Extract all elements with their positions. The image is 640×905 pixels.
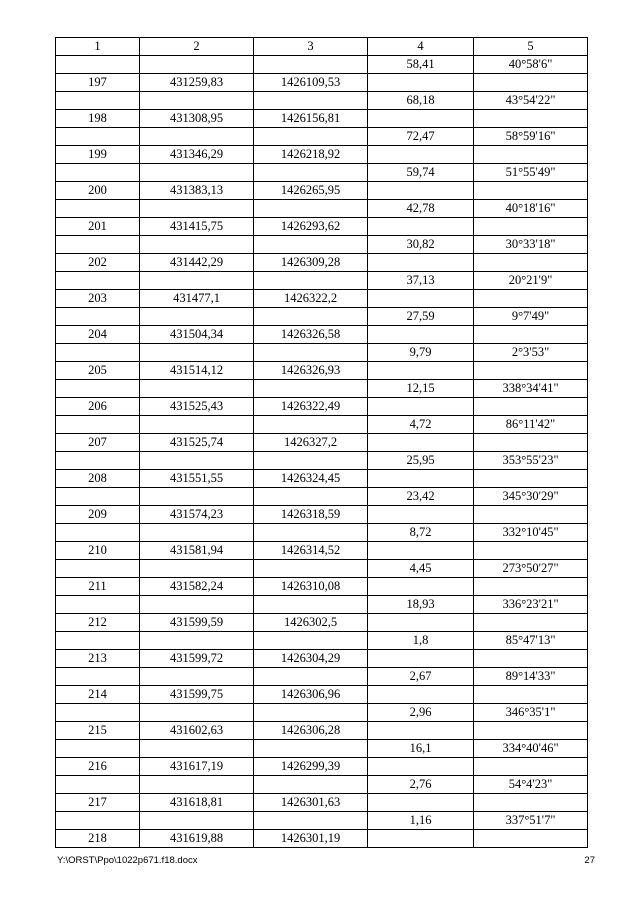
table-cell-col-4: 2,67 — [368, 668, 474, 686]
table-cell-col-3: 1426322,2 — [254, 290, 368, 308]
table-cell-col-5 — [474, 650, 588, 668]
table-cell-col-2: 431525,43 — [140, 398, 254, 416]
table-cell-col-2 — [140, 524, 254, 542]
table-cell-col-2: 431602,63 — [140, 722, 254, 740]
table-cell-col-1: 213 — [56, 650, 140, 668]
table-cell-col-5 — [474, 110, 588, 128]
table-row — [56, 776, 588, 794]
table-cell-col-1: 212 — [56, 614, 140, 632]
table-row — [56, 92, 588, 110]
table-cell-col-2 — [140, 632, 254, 650]
table-cell-col-2 — [140, 56, 254, 74]
table-cell-col-2: 431551,55 — [140, 470, 254, 488]
table-cell-col-4 — [368, 218, 474, 236]
table-cell-col-2 — [140, 596, 254, 614]
table-cell-col-3: 1426326,93 — [254, 362, 368, 380]
table-row — [56, 308, 588, 326]
coordinates-table — [55, 37, 588, 848]
table-cell-col-3: 1426306,28 — [254, 722, 368, 740]
table-row — [56, 668, 588, 686]
table-cell-col-3: 1426299,39 — [254, 758, 368, 776]
table-cell-col-1: 209 — [56, 506, 140, 524]
table-row — [56, 326, 588, 344]
table-cell-col-3: 1426109,53 — [254, 74, 368, 92]
table-row — [56, 758, 588, 776]
table-cell-col-1: 210 — [56, 542, 140, 560]
table-cell-col-5: 85°47'13" — [474, 632, 588, 650]
table-row — [56, 182, 588, 200]
table-row — [56, 740, 588, 758]
table-cell-col-5: 9°7'49" — [474, 308, 588, 326]
table-cell-col-1: 204 — [56, 326, 140, 344]
table-cell-col-1: 215 — [56, 722, 140, 740]
table-cell-col-3: 1426318,59 — [254, 506, 368, 524]
table-cell-col-5: 40°18'16" — [474, 200, 588, 218]
table-cell-col-1 — [56, 632, 140, 650]
table-row — [56, 812, 588, 830]
table-cell-col-4: 2,96 — [368, 704, 474, 722]
table-cell-col-1: 201 — [56, 218, 140, 236]
table-cell-col-4: 1,8 — [368, 632, 474, 650]
table-cell-col-3 — [254, 632, 368, 650]
table-cell-col-4: 23,42 — [368, 488, 474, 506]
table-cell-col-5 — [474, 542, 588, 560]
table-row — [56, 506, 588, 524]
table-cell-col-4: 12,15 — [368, 380, 474, 398]
table-cell-col-1 — [56, 740, 140, 758]
table-cell-col-1 — [56, 344, 140, 362]
table-cell-col-3 — [254, 740, 368, 758]
table-cell-col-5 — [474, 686, 588, 704]
table-cell-col-4 — [368, 794, 474, 812]
table-cell-col-1: 211 — [56, 578, 140, 596]
table-cell-col-5: 346°35'1" — [474, 704, 588, 722]
table-cell-col-3 — [254, 200, 368, 218]
table-cell-col-2 — [140, 380, 254, 398]
table-cell-col-1 — [56, 272, 140, 290]
table-row — [56, 578, 588, 596]
table-cell-col-3 — [254, 308, 368, 326]
table-cell-col-5 — [474, 254, 588, 272]
table-cell-col-5: 54°4'23" — [474, 776, 588, 794]
table-cell-col-4 — [368, 506, 474, 524]
table-cell-col-4: 68,18 — [368, 92, 474, 110]
column-header-5: 5 — [474, 38, 588, 56]
table-cell-col-3 — [254, 272, 368, 290]
table-cell-col-5: 338°34'41" — [474, 380, 588, 398]
table-cell-col-3 — [254, 668, 368, 686]
table-cell-col-5: 20°21'9" — [474, 272, 588, 290]
table-cell-col-4: 27,59 — [368, 308, 474, 326]
table-cell-col-4 — [368, 830, 474, 848]
table-cell-col-1: 206 — [56, 398, 140, 416]
table-cell-col-3 — [254, 776, 368, 794]
table-cell-col-4: 1,16 — [368, 812, 474, 830]
table-row — [56, 596, 588, 614]
table-cell-col-3: 1426314,52 — [254, 542, 368, 560]
table-cell-col-2 — [140, 452, 254, 470]
table-cell-col-5 — [474, 182, 588, 200]
table-cell-col-5: 89°14'33" — [474, 668, 588, 686]
table-cell-col-2 — [140, 236, 254, 254]
table-row — [56, 686, 588, 704]
table-cell-col-1 — [56, 488, 140, 506]
table-cell-col-2: 431617,19 — [140, 758, 254, 776]
table-cell-col-3 — [254, 488, 368, 506]
table-row — [56, 290, 588, 308]
table-cell-col-3 — [254, 416, 368, 434]
table-cell-col-5 — [474, 578, 588, 596]
table-cell-col-2 — [140, 560, 254, 578]
table-cell-col-3 — [254, 812, 368, 830]
table-row — [56, 542, 588, 560]
table-cell-col-3 — [254, 92, 368, 110]
table-cell-col-2: 431581,94 — [140, 542, 254, 560]
table-cell-col-1: 202 — [56, 254, 140, 272]
table-cell-col-3 — [254, 344, 368, 362]
table-cell-col-4 — [368, 470, 474, 488]
table-cell-col-1: 214 — [56, 686, 140, 704]
table-row — [56, 218, 588, 236]
table-cell-col-5: 86°11'42" — [474, 416, 588, 434]
table-cell-col-1 — [56, 128, 140, 146]
table-cell-col-1 — [56, 668, 140, 686]
table-row — [56, 632, 588, 650]
table-cell-col-5: 30°33'18" — [474, 236, 588, 254]
table-cell-col-2 — [140, 416, 254, 434]
table-cell-col-5: 337°51'7" — [474, 812, 588, 830]
table-cell-col-3 — [254, 56, 368, 74]
table-cell-col-5: 51°55'49" — [474, 164, 588, 182]
table-cell-col-3 — [254, 128, 368, 146]
table-cell-col-5 — [474, 434, 588, 452]
table-cell-col-2 — [140, 164, 254, 182]
table-cell-col-1 — [56, 56, 140, 74]
table-cell-col-1: 200 — [56, 182, 140, 200]
table-cell-col-5 — [474, 362, 588, 380]
table-cell-col-3: 1426156,81 — [254, 110, 368, 128]
table-row — [56, 236, 588, 254]
table-cell-col-2 — [140, 488, 254, 506]
table-cell-col-2: 431383,13 — [140, 182, 254, 200]
table-row — [56, 704, 588, 722]
table-cell-col-1 — [56, 380, 140, 398]
table-row — [56, 146, 588, 164]
table-cell-col-5 — [474, 506, 588, 524]
footer-page-number: 27 — [584, 855, 595, 866]
table-cell-col-5: 43°54'22" — [474, 92, 588, 110]
table-header-row — [56, 38, 588, 56]
table-cell-col-4: 59,74 — [368, 164, 474, 182]
table-cell-col-4 — [368, 110, 474, 128]
table-body — [56, 56, 588, 848]
table-cell-col-4 — [368, 542, 474, 560]
table-cell-col-2 — [140, 740, 254, 758]
table-cell-col-3: 1426265,95 — [254, 182, 368, 200]
table-cell-col-5 — [474, 722, 588, 740]
table-cell-col-1 — [56, 704, 140, 722]
table-cell-col-5: 334°40'46" — [474, 740, 588, 758]
table-cell-col-1: 216 — [56, 758, 140, 776]
table-cell-col-3 — [254, 164, 368, 182]
table-cell-col-4 — [368, 290, 474, 308]
table-cell-col-1: 203 — [56, 290, 140, 308]
table-cell-col-4: 4,72 — [368, 416, 474, 434]
table-cell-col-2: 431574,23 — [140, 506, 254, 524]
table-cell-col-5 — [474, 794, 588, 812]
table-cell-col-4: 9,79 — [368, 344, 474, 362]
column-header-4: 4 — [368, 38, 474, 56]
table-row — [56, 56, 588, 74]
table-cell-col-2: 431525,74 — [140, 434, 254, 452]
table-cell-col-2: 431442,29 — [140, 254, 254, 272]
table-cell-col-2: 431514,12 — [140, 362, 254, 380]
table-cell-col-4: 58,41 — [368, 56, 474, 74]
table-row — [56, 362, 588, 380]
table-cell-col-3: 1426301,19 — [254, 830, 368, 848]
table-cell-col-3 — [254, 452, 368, 470]
table-cell-col-4 — [368, 614, 474, 632]
table-cell-col-2: 431618,81 — [140, 794, 254, 812]
table-row — [56, 164, 588, 182]
table-cell-col-2 — [140, 128, 254, 146]
table-cell-col-2: 431259,83 — [140, 74, 254, 92]
table-cell-col-3: 1426218,92 — [254, 146, 368, 164]
table-cell-col-3 — [254, 380, 368, 398]
table-row — [56, 110, 588, 128]
table-row — [56, 488, 588, 506]
table-row — [56, 398, 588, 416]
table-row — [56, 380, 588, 398]
table-cell-col-1 — [56, 524, 140, 542]
table-cell-col-5 — [474, 758, 588, 776]
table-cell-col-1: 207 — [56, 434, 140, 452]
column-header-1: 1 — [56, 38, 140, 56]
table-cell-col-4: 37,13 — [368, 272, 474, 290]
table-cell-col-3: 1426310,08 — [254, 578, 368, 596]
table-cell-col-3: 1426327,2 — [254, 434, 368, 452]
table-cell-col-2 — [140, 272, 254, 290]
table-cell-col-2: 431599,72 — [140, 650, 254, 668]
table-cell-col-4: 18,93 — [368, 596, 474, 614]
table-cell-col-1 — [56, 416, 140, 434]
table-cell-col-2 — [140, 668, 254, 686]
table-cell-col-2 — [140, 812, 254, 830]
table-cell-col-1 — [56, 776, 140, 794]
table-cell-col-3 — [254, 704, 368, 722]
table-cell-col-5 — [474, 830, 588, 848]
table-cell-col-3: 1426302,5 — [254, 614, 368, 632]
table-cell-col-1 — [56, 812, 140, 830]
table-cell-col-4 — [368, 434, 474, 452]
table-cell-col-2: 431477,1 — [140, 290, 254, 308]
table-row — [56, 128, 588, 146]
table-cell-col-2: 431619,88 — [140, 830, 254, 848]
table-cell-col-4: 2,76 — [368, 776, 474, 794]
table-row — [56, 830, 588, 848]
table-cell-col-5 — [474, 398, 588, 416]
table-cell-col-3: 1426326,58 — [254, 326, 368, 344]
table-row — [56, 200, 588, 218]
table-cell-col-2: 431346,29 — [140, 146, 254, 164]
table-cell-col-2: 431415,75 — [140, 218, 254, 236]
table-cell-col-1 — [56, 200, 140, 218]
table-cell-col-5: 2°3'53" — [474, 344, 588, 362]
table-cell-col-1: 198 — [56, 110, 140, 128]
table-cell-col-1: 205 — [56, 362, 140, 380]
table-row — [56, 452, 588, 470]
table-cell-col-4 — [368, 74, 474, 92]
table-row — [56, 524, 588, 542]
table-cell-col-2 — [140, 308, 254, 326]
table-cell-col-3: 1426301,63 — [254, 794, 368, 812]
table-cell-col-5 — [474, 218, 588, 236]
table-cell-col-4 — [368, 146, 474, 164]
table-cell-col-2: 431599,75 — [140, 686, 254, 704]
table-cell-col-4: 16,1 — [368, 740, 474, 758]
table-row — [56, 650, 588, 668]
table-cell-col-2: 431504,34 — [140, 326, 254, 344]
table-cell-col-4 — [368, 650, 474, 668]
table-cell-col-4 — [368, 362, 474, 380]
column-header-2: 2 — [140, 38, 254, 56]
table-cell-col-3 — [254, 236, 368, 254]
table-cell-col-5 — [474, 326, 588, 344]
table-cell-col-3: 1426324,45 — [254, 470, 368, 488]
table-row — [56, 614, 588, 632]
table-cell-col-2: 431308,95 — [140, 110, 254, 128]
table-cell-col-1 — [56, 308, 140, 326]
table-cell-col-4: 4,45 — [368, 560, 474, 578]
table-cell-col-5: 336°23'21" — [474, 596, 588, 614]
table-cell-col-1 — [56, 92, 140, 110]
table-row — [56, 470, 588, 488]
table-cell-col-2: 431599,59 — [140, 614, 254, 632]
table-cell-col-4: 30,82 — [368, 236, 474, 254]
table-cell-col-2: 431582,24 — [140, 578, 254, 596]
table-row — [56, 74, 588, 92]
table-cell-col-1: 217 — [56, 794, 140, 812]
table-cell-col-5: 58°59'16" — [474, 128, 588, 146]
table-cell-col-5 — [474, 74, 588, 92]
table-cell-col-3: 1426322,49 — [254, 398, 368, 416]
table-cell-col-5 — [474, 470, 588, 488]
table-cell-col-4: 8,72 — [368, 524, 474, 542]
table-row — [56, 794, 588, 812]
table-cell-col-3 — [254, 524, 368, 542]
table-row — [56, 272, 588, 290]
table-cell-col-5: 353°55'23" — [474, 452, 588, 470]
table-cell-col-5: 40°58'6" — [474, 56, 588, 74]
table-cell-col-4: 25,95 — [368, 452, 474, 470]
table-cell-col-3: 1426304,29 — [254, 650, 368, 668]
table-cell-col-2 — [140, 200, 254, 218]
table-row — [56, 344, 588, 362]
table-cell-col-5: 345°30'29" — [474, 488, 588, 506]
table-row — [56, 434, 588, 452]
table-row — [56, 560, 588, 578]
table-cell-col-5 — [474, 290, 588, 308]
table-cell-col-1 — [56, 596, 140, 614]
table-row — [56, 254, 588, 272]
table-row — [56, 416, 588, 434]
table-cell-col-3 — [254, 560, 368, 578]
table-cell-col-4 — [368, 722, 474, 740]
table-cell-col-4 — [368, 182, 474, 200]
table-cell-col-4 — [368, 578, 474, 596]
table-cell-col-2 — [140, 344, 254, 362]
table-cell-col-3: 1426309,28 — [254, 254, 368, 272]
footer-file-path: Y:\ORST\Ppo\1022p671.f18.docx — [57, 855, 198, 866]
table-cell-col-1: 218 — [56, 830, 140, 848]
table-cell-col-1 — [56, 236, 140, 254]
column-header-3: 3 — [254, 38, 368, 56]
table-cell-col-4 — [368, 398, 474, 416]
table-cell-col-4 — [368, 326, 474, 344]
table-cell-col-1 — [56, 164, 140, 182]
table-cell-col-4: 42,78 — [368, 200, 474, 218]
table-cell-col-4 — [368, 758, 474, 776]
table-cell-col-4 — [368, 254, 474, 272]
table-cell-col-3 — [254, 596, 368, 614]
table-cell-col-1: 208 — [56, 470, 140, 488]
table-cell-col-2 — [140, 776, 254, 794]
table-cell-col-5 — [474, 146, 588, 164]
table-cell-col-5: 273°50'27" — [474, 560, 588, 578]
table-cell-col-1 — [56, 560, 140, 578]
table-cell-col-1: 199 — [56, 146, 140, 164]
table-cell-col-4 — [368, 686, 474, 704]
table-cell-col-5 — [474, 614, 588, 632]
table-cell-col-1 — [56, 452, 140, 470]
table-cell-col-2 — [140, 704, 254, 722]
table-row — [56, 722, 588, 740]
table-cell-col-1: 197 — [56, 74, 140, 92]
table-cell-col-5: 332°10'45" — [474, 524, 588, 542]
table-cell-col-2 — [140, 92, 254, 110]
table-cell-col-3: 1426293,62 — [254, 218, 368, 236]
table-cell-col-3: 1426306,96 — [254, 686, 368, 704]
table-cell-col-4: 72,47 — [368, 128, 474, 146]
